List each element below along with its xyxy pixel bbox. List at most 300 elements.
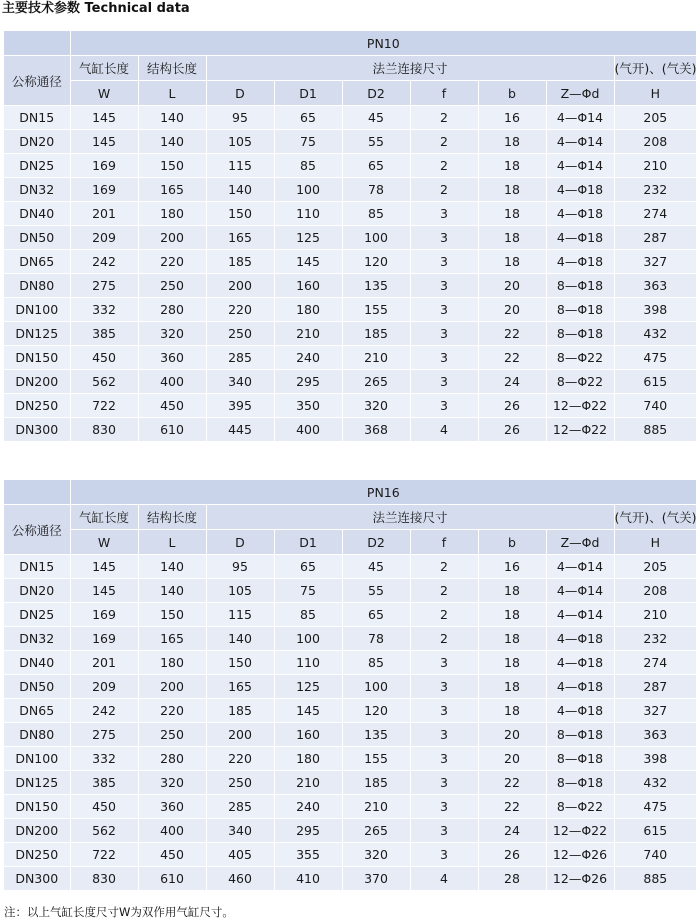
- cell-dn: DN50: [4, 226, 70, 250]
- cell-d1: 400: [274, 418, 342, 442]
- cell-dn: DN250: [4, 394, 70, 418]
- cell-h: 432: [614, 322, 696, 346]
- cell-z-phi-d: 8—Φ22: [546, 795, 614, 819]
- table-row: [4, 394, 696, 418]
- cell-f: 3: [410, 298, 478, 322]
- cell-d2: 78: [342, 178, 410, 202]
- cell-l: 360: [138, 795, 206, 819]
- cell-w: 209: [70, 226, 138, 250]
- cell-l: 320: [138, 771, 206, 795]
- cell-z-phi-d: 4—Φ14: [546, 154, 614, 178]
- cell-d2: 320: [342, 843, 410, 867]
- header-col-d2: D2: [342, 530, 410, 555]
- cell-l: 140: [138, 106, 206, 130]
- table-row: [4, 627, 696, 651]
- cell-l: 450: [138, 394, 206, 418]
- cell-dn: DN40: [4, 651, 70, 675]
- table-row: [4, 675, 696, 699]
- cell-z-phi-d: 8—Φ18: [546, 771, 614, 795]
- cell-dn: DN25: [4, 603, 70, 627]
- table-row: [4, 603, 696, 627]
- cell-d: 105: [206, 579, 274, 603]
- cell-f: 3: [410, 322, 478, 346]
- cell-z-phi-d: 4—Φ18: [546, 226, 614, 250]
- cell-l: 220: [138, 250, 206, 274]
- cell-dn: DN32: [4, 178, 70, 202]
- header-col-h: H: [614, 81, 696, 106]
- cell-d2: 100: [342, 226, 410, 250]
- cell-h: 740: [614, 394, 696, 418]
- pressure-rating: PN10: [70, 31, 696, 56]
- cell-b: 24: [478, 819, 546, 843]
- cell-f: 2: [410, 555, 478, 579]
- cell-h: 398: [614, 747, 696, 771]
- table-row: [4, 154, 696, 178]
- cell-w: 169: [70, 627, 138, 651]
- cell-l: 200: [138, 226, 206, 250]
- cell-dn: DN80: [4, 274, 70, 298]
- cell-d2: 120: [342, 250, 410, 274]
- cell-b: 18: [478, 579, 546, 603]
- cell-b: 22: [478, 771, 546, 795]
- cell-h: 205: [614, 555, 696, 579]
- cell-d2: 210: [342, 346, 410, 370]
- table-row: [4, 250, 696, 274]
- cell-dn: DN15: [4, 106, 70, 130]
- cell-d2: 45: [342, 555, 410, 579]
- cell-b: 26: [478, 394, 546, 418]
- cell-w: 722: [70, 394, 138, 418]
- cell-l: 320: [138, 322, 206, 346]
- table-row: [4, 723, 696, 747]
- cell-b: 16: [478, 555, 546, 579]
- cell-b: 18: [478, 250, 546, 274]
- header-col-h: H: [614, 530, 696, 555]
- cell-d2: 120: [342, 699, 410, 723]
- cell-z-phi-d: 8—Φ18: [546, 298, 614, 322]
- cell-d2: 85: [342, 202, 410, 226]
- cell-dn: DN20: [4, 130, 70, 154]
- table-row: [4, 346, 696, 370]
- cell-d1: 110: [274, 651, 342, 675]
- cell-f: 3: [410, 202, 478, 226]
- cell-l: 610: [138, 867, 206, 891]
- cell-w: 201: [70, 202, 138, 226]
- cell-d1: 210: [274, 322, 342, 346]
- cell-w: 830: [70, 867, 138, 891]
- cell-dn: DN32: [4, 627, 70, 651]
- cell-f: 2: [410, 627, 478, 651]
- cell-z-phi-d: 12—Φ26: [546, 843, 614, 867]
- cell-d: 285: [206, 795, 274, 819]
- cell-d1: 180: [274, 747, 342, 771]
- cell-l: 280: [138, 298, 206, 322]
- table-row: [4, 226, 696, 250]
- cell-d1: 125: [274, 675, 342, 699]
- cell-l: 280: [138, 747, 206, 771]
- cell-dn: DN150: [4, 795, 70, 819]
- cell-dn: DN40: [4, 202, 70, 226]
- cell-d: 460: [206, 867, 274, 891]
- cell-w: 332: [70, 298, 138, 322]
- cell-d: 165: [206, 675, 274, 699]
- header-col-z-phi-d: Z—Φd: [546, 530, 614, 555]
- table-row: [4, 579, 696, 603]
- cell-h: 615: [614, 370, 696, 394]
- header-height-open-close: (气开)、(气关): [614, 505, 696, 530]
- cell-z-phi-d: 4—Φ18: [546, 627, 614, 651]
- cell-l: 450: [138, 843, 206, 867]
- cell-d1: 295: [274, 370, 342, 394]
- cell-z-phi-d: 8—Φ18: [546, 723, 614, 747]
- cell-w: 145: [70, 555, 138, 579]
- cell-d1: 350: [274, 394, 342, 418]
- cell-d1: 65: [274, 106, 342, 130]
- cell-b: 16: [478, 106, 546, 130]
- cell-z-phi-d: 4—Φ14: [546, 106, 614, 130]
- header-col-l: L: [138, 530, 206, 555]
- header-col-z-phi-d: Z—Φd: [546, 81, 614, 106]
- cell-d: 340: [206, 370, 274, 394]
- footnote: 注：以上气缸长度尺寸W为双作用气缸尺寸。: [4, 905, 234, 919]
- cell-d1: 160: [274, 274, 342, 298]
- cell-h: 740: [614, 843, 696, 867]
- cell-z-phi-d: 4—Φ18: [546, 675, 614, 699]
- cell-f: 3: [410, 250, 478, 274]
- header-cylinder-length: 气缸长度: [70, 505, 138, 530]
- header-blank: [4, 31, 70, 56]
- cell-h: 475: [614, 795, 696, 819]
- cell-d2: 135: [342, 274, 410, 298]
- cell-d: 140: [206, 178, 274, 202]
- table-row: [4, 370, 696, 394]
- header-col-w: W: [70, 530, 138, 555]
- cell-h: 432: [614, 771, 696, 795]
- cell-z-phi-d: 12—Φ22: [546, 394, 614, 418]
- cell-d1: 110: [274, 202, 342, 226]
- cell-h: 885: [614, 867, 696, 891]
- cell-b: 20: [478, 274, 546, 298]
- cell-d: 200: [206, 274, 274, 298]
- cell-d2: 155: [342, 747, 410, 771]
- cell-d: 405: [206, 843, 274, 867]
- header-nominal-diameter: 公称通径: [4, 56, 70, 106]
- header-nominal-diameter: 公称通径: [4, 505, 70, 555]
- cell-dn: DN125: [4, 771, 70, 795]
- cell-dn: DN100: [4, 298, 70, 322]
- cell-d1: 100: [274, 627, 342, 651]
- cell-w: 169: [70, 603, 138, 627]
- cell-z-phi-d: 12—Φ22: [546, 418, 614, 442]
- cell-b: 18: [478, 603, 546, 627]
- cell-d: 165: [206, 226, 274, 250]
- spec-table-pn10: [4, 31, 696, 442]
- header-col-d1: D1: [274, 530, 342, 555]
- cell-d2: 368: [342, 418, 410, 442]
- cell-d: 115: [206, 603, 274, 627]
- cell-l: 360: [138, 346, 206, 370]
- cell-l: 610: [138, 418, 206, 442]
- cell-z-phi-d: 4—Φ18: [546, 178, 614, 202]
- table-row: [4, 418, 696, 442]
- cell-d1: 160: [274, 723, 342, 747]
- cell-d: 150: [206, 202, 274, 226]
- cell-d: 95: [206, 106, 274, 130]
- cell-d: 185: [206, 699, 274, 723]
- cell-f: 3: [410, 226, 478, 250]
- cell-w: 145: [70, 579, 138, 603]
- table-row: [4, 178, 696, 202]
- cell-dn: DN100: [4, 747, 70, 771]
- cell-b: 22: [478, 346, 546, 370]
- cell-l: 250: [138, 723, 206, 747]
- cell-l: 250: [138, 274, 206, 298]
- cell-z-phi-d: 8—Φ18: [546, 747, 614, 771]
- cell-z-phi-d: 12—Φ26: [546, 867, 614, 891]
- cell-h: 210: [614, 603, 696, 627]
- cell-w: 169: [70, 178, 138, 202]
- cell-f: 4: [410, 867, 478, 891]
- cell-d2: 65: [342, 154, 410, 178]
- header-flange-dimensions: 法兰连接尺寸: [206, 56, 614, 81]
- cell-b: 28: [478, 867, 546, 891]
- cell-b: 22: [478, 322, 546, 346]
- cell-b: 20: [478, 298, 546, 322]
- cell-z-phi-d: 4—Φ18: [546, 651, 614, 675]
- table-row: [4, 795, 696, 819]
- cell-b: 18: [478, 627, 546, 651]
- cell-h: 210: [614, 154, 696, 178]
- table-row: [4, 843, 696, 867]
- cell-w: 145: [70, 106, 138, 130]
- cell-z-phi-d: 4—Φ18: [546, 699, 614, 723]
- cell-w: 275: [70, 274, 138, 298]
- cell-h: 475: [614, 346, 696, 370]
- cell-w: 830: [70, 418, 138, 442]
- cell-w: 562: [70, 370, 138, 394]
- cell-d2: 100: [342, 675, 410, 699]
- header-col-w: W: [70, 81, 138, 106]
- cell-h: 274: [614, 651, 696, 675]
- table-row: [4, 322, 696, 346]
- cell-h: 232: [614, 178, 696, 202]
- cell-d2: 55: [342, 130, 410, 154]
- cell-d: 250: [206, 771, 274, 795]
- cell-z-phi-d: 4—Φ14: [546, 130, 614, 154]
- cell-z-phi-d: 4—Φ14: [546, 555, 614, 579]
- cell-h: 615: [614, 819, 696, 843]
- table-row: [4, 106, 696, 130]
- cell-h: 363: [614, 274, 696, 298]
- cell-dn: DN300: [4, 867, 70, 891]
- header-col-d2: D2: [342, 81, 410, 106]
- cell-b: 18: [478, 178, 546, 202]
- cell-d: 220: [206, 298, 274, 322]
- cell-h: 287: [614, 226, 696, 250]
- cell-f: 2: [410, 603, 478, 627]
- cell-d2: 185: [342, 322, 410, 346]
- cell-h: 327: [614, 699, 696, 723]
- cell-b: 18: [478, 202, 546, 226]
- cell-z-phi-d: 12—Φ22: [546, 819, 614, 843]
- cell-d2: 85: [342, 651, 410, 675]
- cell-b: 20: [478, 747, 546, 771]
- header-col-b: b: [478, 530, 546, 555]
- cell-dn: DN80: [4, 723, 70, 747]
- cell-d1: 240: [274, 795, 342, 819]
- cell-d: 445: [206, 418, 274, 442]
- cell-f: 3: [410, 651, 478, 675]
- cell-d1: 410: [274, 867, 342, 891]
- cell-dn: DN25: [4, 154, 70, 178]
- cell-w: 385: [70, 771, 138, 795]
- cell-b: 22: [478, 795, 546, 819]
- cell-b: 18: [478, 651, 546, 675]
- cell-h: 232: [614, 627, 696, 651]
- cell-d2: 370: [342, 867, 410, 891]
- cell-f: 3: [410, 843, 478, 867]
- cell-w: 450: [70, 795, 138, 819]
- cell-f: 3: [410, 771, 478, 795]
- cell-d1: 240: [274, 346, 342, 370]
- cell-z-phi-d: 4—Φ14: [546, 603, 614, 627]
- header-col-d: D: [206, 530, 274, 555]
- cell-d1: 75: [274, 130, 342, 154]
- cell-l: 400: [138, 370, 206, 394]
- cell-w: 169: [70, 154, 138, 178]
- cell-f: 2: [410, 106, 478, 130]
- header-col-d1: D1: [274, 81, 342, 106]
- header-col-b: b: [478, 81, 546, 106]
- cell-d1: 65: [274, 555, 342, 579]
- cell-b: 18: [478, 226, 546, 250]
- cell-dn: DN200: [4, 819, 70, 843]
- cell-d2: 210: [342, 795, 410, 819]
- cell-w: 332: [70, 747, 138, 771]
- cell-d2: 185: [342, 771, 410, 795]
- table-row: [4, 555, 696, 579]
- cell-b: 18: [478, 675, 546, 699]
- cell-w: 242: [70, 250, 138, 274]
- cell-dn: DN65: [4, 250, 70, 274]
- cell-dn: DN20: [4, 579, 70, 603]
- cell-h: 885: [614, 418, 696, 442]
- cell-d: 220: [206, 747, 274, 771]
- cell-f: 3: [410, 274, 478, 298]
- cell-l: 140: [138, 555, 206, 579]
- page-title: 主要技术参数 Technical data: [2, 1, 190, 16]
- cell-l: 180: [138, 651, 206, 675]
- cell-d: 395: [206, 394, 274, 418]
- cell-dn: DN200: [4, 370, 70, 394]
- header-col-l: L: [138, 81, 206, 106]
- cell-d: 150: [206, 651, 274, 675]
- cell-w: 209: [70, 675, 138, 699]
- cell-z-phi-d: 4—Φ14: [546, 579, 614, 603]
- cell-d1: 75: [274, 579, 342, 603]
- cell-l: 180: [138, 202, 206, 226]
- cell-d2: 65: [342, 603, 410, 627]
- cell-h: 363: [614, 723, 696, 747]
- header-col-f: f: [410, 530, 478, 555]
- cell-dn: DN300: [4, 418, 70, 442]
- cell-w: 275: [70, 723, 138, 747]
- header-flange-dimensions: 法兰连接尺寸: [206, 505, 614, 530]
- cell-h: 208: [614, 130, 696, 154]
- cell-l: 150: [138, 154, 206, 178]
- cell-d2: 320: [342, 394, 410, 418]
- header-blank: [4, 480, 70, 505]
- cell-d1: 295: [274, 819, 342, 843]
- table-row: [4, 771, 696, 795]
- cell-d2: 265: [342, 819, 410, 843]
- cell-d1: 85: [274, 154, 342, 178]
- cell-d1: 210: [274, 771, 342, 795]
- cell-f: 3: [410, 819, 478, 843]
- cell-f: 2: [410, 154, 478, 178]
- cell-f: 3: [410, 699, 478, 723]
- cell-h: 274: [614, 202, 696, 226]
- cell-l: 140: [138, 579, 206, 603]
- pressure-rating: PN16: [70, 480, 696, 505]
- cell-d1: 100: [274, 178, 342, 202]
- cell-f: 2: [410, 579, 478, 603]
- cell-h: 208: [614, 579, 696, 603]
- cell-d2: 55: [342, 579, 410, 603]
- header-cylinder-length: 气缸长度: [70, 56, 138, 81]
- cell-z-phi-d: 8—Φ22: [546, 370, 614, 394]
- cell-b: 18: [478, 130, 546, 154]
- cell-dn: DN65: [4, 699, 70, 723]
- cell-f: 3: [410, 723, 478, 747]
- table-row: [4, 699, 696, 723]
- cell-f: 3: [410, 675, 478, 699]
- cell-b: 18: [478, 699, 546, 723]
- cell-d1: 145: [274, 250, 342, 274]
- cell-b: 24: [478, 370, 546, 394]
- cell-l: 150: [138, 603, 206, 627]
- cell-dn: DN15: [4, 555, 70, 579]
- cell-h: 327: [614, 250, 696, 274]
- header-height-open-close: (气开)、(气关): [614, 56, 696, 81]
- cell-d2: 265: [342, 370, 410, 394]
- cell-f: 3: [410, 747, 478, 771]
- cell-d: 140: [206, 627, 274, 651]
- cell-l: 400: [138, 819, 206, 843]
- header-structure-length: 结构长度: [138, 56, 206, 81]
- table-row: [4, 867, 696, 891]
- cell-d1: 180: [274, 298, 342, 322]
- cell-w: 201: [70, 651, 138, 675]
- cell-l: 165: [138, 627, 206, 651]
- cell-z-phi-d: 8—Φ18: [546, 274, 614, 298]
- cell-l: 165: [138, 178, 206, 202]
- cell-b: 26: [478, 418, 546, 442]
- header-structure-length: 结构长度: [138, 505, 206, 530]
- cell-l: 220: [138, 699, 206, 723]
- cell-dn: DN250: [4, 843, 70, 867]
- cell-b: 26: [478, 843, 546, 867]
- cell-w: 450: [70, 346, 138, 370]
- cell-d: 285: [206, 346, 274, 370]
- cell-b: 18: [478, 154, 546, 178]
- cell-f: 2: [410, 130, 478, 154]
- cell-l: 200: [138, 675, 206, 699]
- header-col-d: D: [206, 81, 274, 106]
- cell-w: 385: [70, 322, 138, 346]
- cell-z-phi-d: 8—Φ22: [546, 346, 614, 370]
- cell-h: 205: [614, 106, 696, 130]
